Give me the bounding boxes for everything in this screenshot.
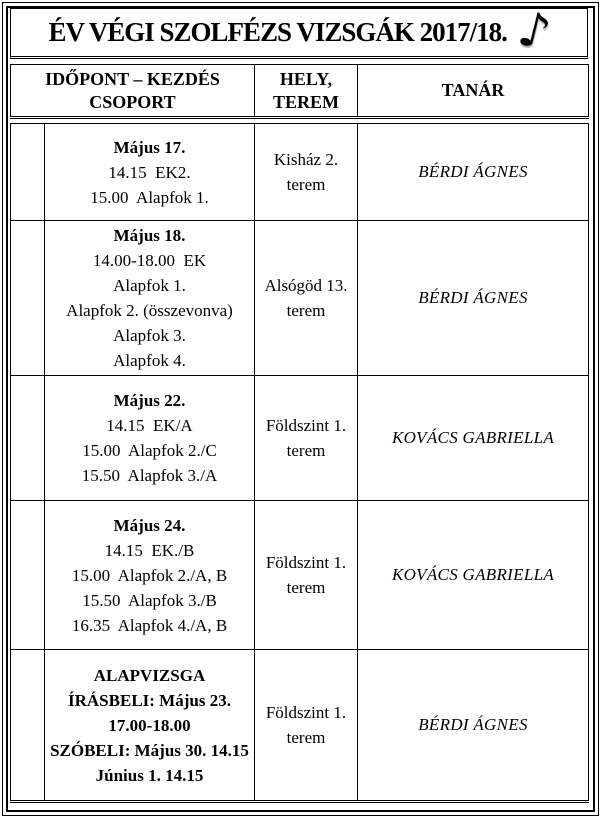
location-cell	[255, 376, 358, 501]
page-title: ÉV VÉGI SZOLFÉZS VIZSGÁK 2017/18.	[48, 17, 507, 47]
teacher-name: KOVÁCS GABRIELLA	[358, 376, 589, 501]
header-room-line-1: HELY,	[279, 68, 333, 89]
schedule-line: Június 1. 14.15	[95, 765, 204, 785]
title-box	[10, 0, 588, 62]
schedule-line: Alapfok 2. (összevonva)	[66, 301, 233, 320]
teacher-name: BÉRDI ÁGNES	[358, 650, 589, 802]
eighth-note-icon: ♪	[512, 0, 556, 62]
header-room-column	[255, 65, 358, 118]
header-schedule-column	[11, 65, 255, 118]
header-teacher-label: TANÁR	[441, 80, 505, 100]
row-margin-cell	[11, 124, 45, 221]
table-row	[11, 501, 589, 650]
location-cell	[255, 124, 358, 221]
teacher-name: KOVÁCS GABRIELLA	[358, 501, 589, 650]
schedule-line: 14.15 EK2.	[108, 162, 191, 182]
header-row	[11, 65, 589, 118]
document-content	[10, 0, 588, 803]
location-line: terem	[286, 175, 326, 194]
location-cell	[255, 221, 358, 376]
schedule-cell	[45, 221, 255, 376]
row-margin-cell	[11, 376, 45, 501]
table-row	[11, 124, 589, 221]
schedule-line: Május 24.	[113, 515, 186, 535]
table-row	[11, 376, 589, 501]
row-margin-cell	[11, 650, 45, 802]
schedule-line: Május 22.	[113, 391, 186, 410]
header-schedule-line-1: IDŐPONT – KEZDÉS	[45, 68, 220, 89]
schedule-cell	[45, 650, 255, 802]
table-row	[11, 221, 589, 376]
schedule-line: 16.35 Alapfok 4./A, B	[71, 615, 228, 635]
schedule-cell	[45, 376, 255, 501]
schedule-line: Május 17.	[113, 137, 186, 157]
table-row	[11, 650, 589, 802]
schedule-line: Május 18.	[113, 226, 186, 245]
schedule-cell	[45, 501, 255, 650]
teacher-name: BÉRDI ÁGNES	[358, 221, 589, 376]
schedule-line: 15.00 Alapfok 2./A, B	[71, 565, 228, 585]
row-margin-cell	[11, 221, 45, 376]
schedule-line: 15.50 Alapfok 3./A	[81, 466, 218, 485]
schedule-line: Alapfok 3.	[113, 326, 186, 345]
schedule-line: Alapfok 4.	[113, 351, 186, 370]
schedule-line: ÍRÁSBELI: Május 23.	[68, 690, 231, 710]
schedule-line: 15.00 Alapfok 2./C	[82, 441, 217, 460]
row-margin-cell	[11, 501, 45, 650]
schedule-table-body	[11, 124, 589, 802]
location-line: Alsógöd 13.	[264, 276, 348, 295]
schedule-line: 17.00-18.00	[108, 715, 191, 735]
schedule-table	[10, 123, 589, 803]
schedule-line: 14.15 EK/A	[106, 416, 193, 435]
schedule-line: SZÓBELI: Május 30. 14.15	[50, 740, 249, 760]
schedule-line: 15.00 Alapfok 1.	[90, 187, 209, 207]
schedule-line: 14.00-18.00 EK	[92, 251, 207, 270]
schedule-header-table	[10, 64, 589, 119]
location-line: Földszint 1.	[265, 416, 347, 435]
schedule-line: 14.15 EK./B	[104, 540, 195, 560]
location-line: Földszint 1.	[265, 703, 347, 722]
schedule-line: 15.50 Alapfok 3./B	[82, 590, 217, 610]
header-schedule-line-2: CSOPORT	[89, 91, 176, 112]
location-cell	[255, 501, 358, 650]
location-line: terem	[286, 578, 326, 597]
location-line: terem	[286, 301, 326, 320]
header-teacher-column	[358, 65, 589, 118]
location-line: Kisház 2.	[273, 150, 339, 169]
schedule-cell	[45, 124, 255, 221]
header-room-line-2: TEREM	[272, 91, 339, 112]
schedule-line: Alapfok 1.	[113, 276, 186, 295]
location-line: terem	[286, 441, 326, 460]
location-line: Földszint 1.	[265, 553, 347, 572]
schedule-line: ALAPVIZSGA	[93, 665, 206, 685]
location-line: terem	[286, 728, 326, 747]
teacher-name: BÉRDI ÁGNES	[358, 124, 589, 221]
location-cell	[255, 650, 358, 802]
